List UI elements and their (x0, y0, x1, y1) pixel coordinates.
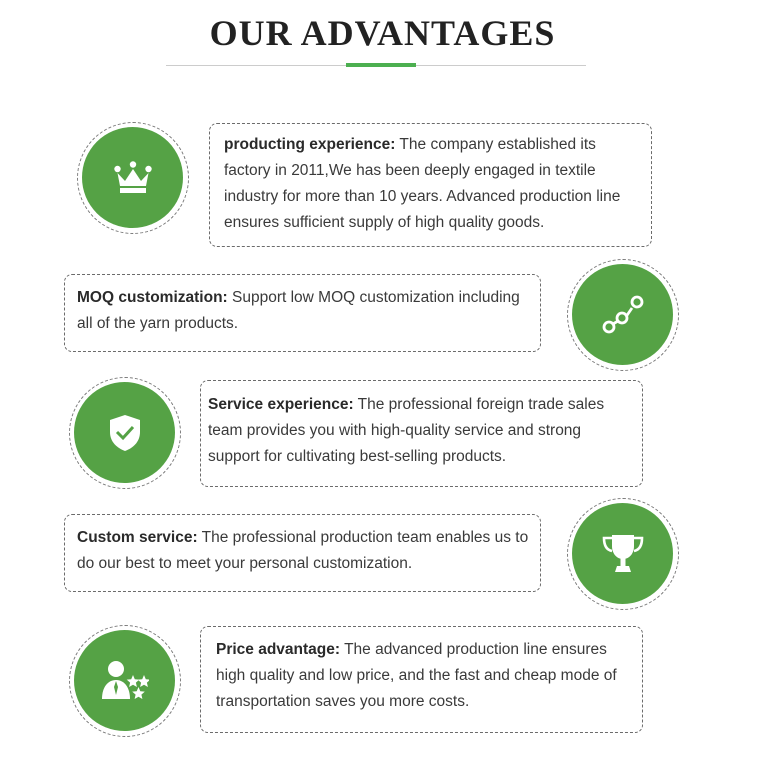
advantage-3-heading: Service experience: (208, 396, 354, 413)
crown-icon (114, 161, 152, 195)
trophy-icon (600, 532, 646, 576)
advantage-3-icon-ring (69, 377, 181, 489)
advantage-4-icon-circle (572, 503, 673, 604)
advantage-2-card (64, 274, 541, 352)
advantage-2-text: Support low MOQ customization including all of the yarn products. (77, 289, 520, 332)
advantage-5-icon-circle (74, 630, 175, 731)
shield-check-icon (108, 414, 142, 452)
advantage-4-text: The professional production team enables us to do our best to meet your personal customization. (77, 529, 529, 572)
advantage-2-icon-circle (572, 264, 673, 365)
user-stars-icon (101, 659, 149, 703)
advantage-3-card (200, 380, 643, 487)
advantage-1-heading: producting experience: (224, 136, 396, 153)
advantage-3-icon-circle (74, 382, 175, 483)
advantage-1-card (209, 123, 652, 247)
advantage-5-heading: Price advantage: (216, 641, 341, 658)
advantage-2-heading: MOQ customization: (77, 289, 228, 306)
advantage-1-icon-ring (77, 122, 189, 234)
advantage-5-text: The advanced production line ensures high quality and low price, and the fast and cheap mode of transportation saves you more costs. (216, 641, 617, 710)
advantage-1-icon-circle (82, 127, 183, 228)
advantage-4-heading: Custom service: (77, 529, 198, 546)
section-title: OUR ADVANTAGES (209, 13, 556, 53)
advantage-2-icon-ring (567, 259, 679, 371)
advantage-5-card (200, 626, 643, 733)
advantage-4-card (64, 514, 541, 592)
advantage-4-icon-ring (567, 498, 679, 610)
advantage-5-icon-ring (69, 625, 181, 737)
title-divider-accent (346, 63, 416, 67)
advantage-3-text: The professional foreign trade sales team provides you with high-quality service and strong support for cultivating best-selling products. (208, 396, 605, 465)
growth-chart-icon (602, 294, 644, 336)
advantage-1-text: The company established its factory in 2011,We has been deeply engaged in textile industry for more than 10 years. Advanced production line ensures sufficient supply of high quality goods. (224, 136, 621, 231)
